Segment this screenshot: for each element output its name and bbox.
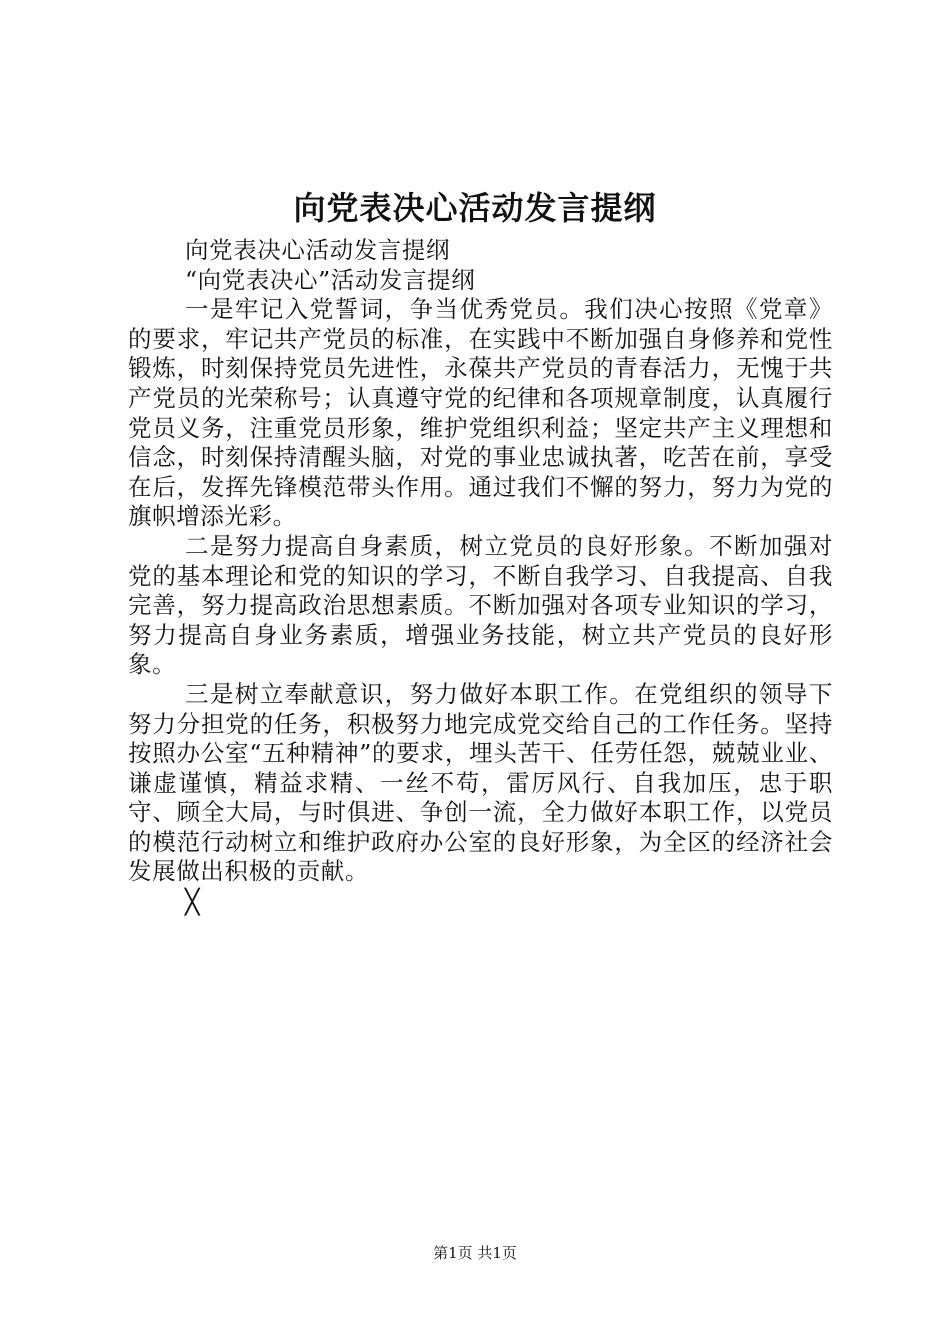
end-mark: ╳	[185, 888, 200, 917]
page-footer: 第1页 共1页	[433, 1244, 517, 1262]
paragraph-3: 三是树立奉献意识，努力做好本职工作。在党组织的领导下努力分担党的任务，积极努力地完成党交给自己的工作任务。坚持按照办公室“五种精神”的要求，埋头苦干、任劳任怨，兢兢业业、谦虚谨慎，精益求精、一丝不苟，雷厉风行、自我加压，忠于职守、顾全大局，与时俱进、争创一流，全力做好本职工作，以党员的模范行动树立和维护政府办公室的良好形象，为全区的经济社会发展做出积极的贡献。	[128, 679, 833, 886]
subtitle-quoted: “向党表决心”活动发言提纲	[185, 265, 476, 294]
document-title: 向党表决心活动发言提纲	[293, 189, 657, 227]
subtitle-plain: 向党表决心活动发言提纲	[185, 236, 451, 264]
document-body	[128, 236, 833, 917]
paragraph-1: 一是牢记入党誓词，争当优秀党员。我们决心按照《党章》的要求，牢记共产党员的标准，在实践中不断加强自身修养和党性锻炼，时刻保持党员先进性，永葆共产党员的青春活力，无愧于共产党员的光荣称号；认真遵守党的纪律和各项规章制度，认真履行党员义务，注重党员形象，维护党组织利益；坚定共产主义理想和信念，时刻保持清醒头脑，对党的事业忠诚执著，吃苦在前，享受在后，发挥先锋模范带头作用。通过我们不懈的努力，努力为党的旗帜增添光彩。	[128, 295, 833, 531]
paragraph-2: 二是努力提高自身素质，树立党员的良好形象。不断加强对党的基本理论和党的知识的学习，不断自我学习、自我提高、自我完善，努力提高政治思想素质。不断加强对各项专业知识的学习，努力提高自身业务素质，增强业务技能，树立共产党员的良好形象。	[128, 531, 833, 679]
